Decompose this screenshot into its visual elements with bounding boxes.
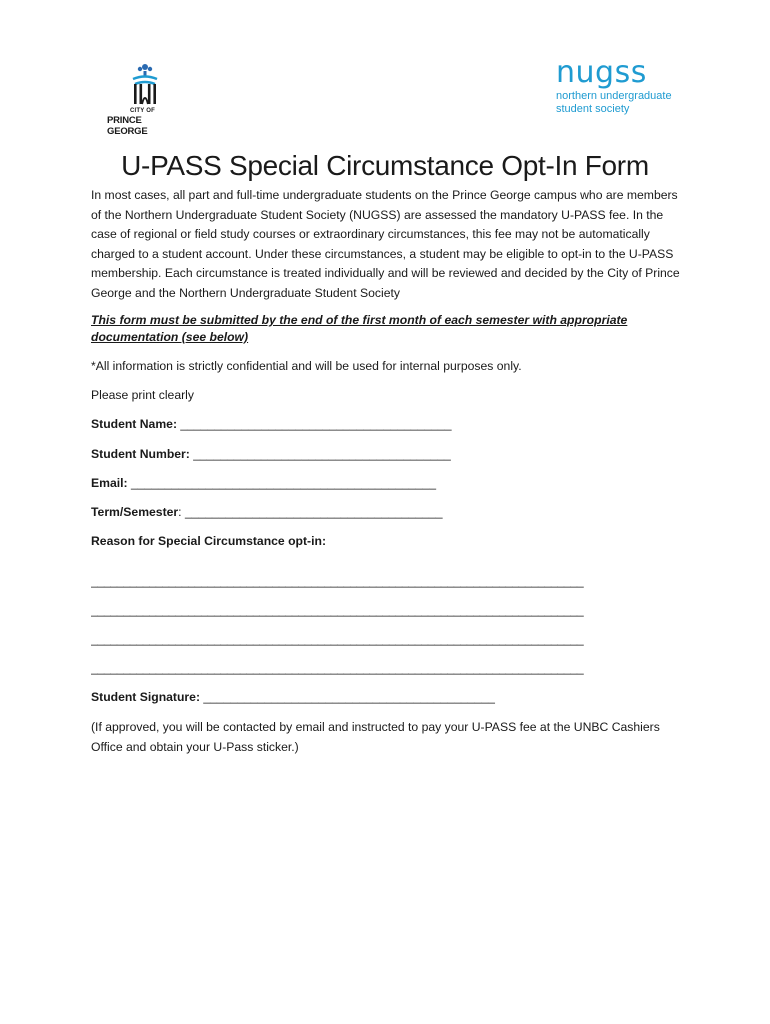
student-number-field[interactable]: [91, 445, 686, 465]
intro-paragraph: In most cases, all part and full-time undergraduate students on the Prince George campus who are members of the Northern Undergraduate Student Society (NUGSS) are assessed the mandatory U-PASS fee. In the case of regional or field study courses or extraordinary circumstances, this fee may not be automatically charged to a student account. Under these circumstances, a student may be eligible to opt-in to the U-PASS membership. Each circumstance is treated individually and will be reviewed and decided by the City of Prince George and the Northern Undergraduate Student Society: [91, 188, 680, 300]
email-label: Email:: [91, 475, 128, 490]
student-name-field[interactable]: [91, 415, 686, 435]
term-semester-field[interactable]: [91, 503, 686, 523]
print-clearly-note: Please print clearly: [91, 388, 194, 403]
confidentiality-note: *All information is strictly confidential and will be used for internal purposes only.: [91, 358, 522, 373]
city-logo-line2: PRINCE GEORGE: [107, 115, 148, 137]
email-blank[interactable]: _____________________________________________: [127, 475, 436, 490]
term-semester-colon: :: [178, 504, 182, 519]
student-name-blank[interactable]: ________________________________________: [177, 417, 452, 432]
student-number-blank[interactable]: ______________________________________: [189, 446, 451, 461]
city-logo-line1: CITY OF: [130, 108, 155, 114]
term-semester-label: Term/Semester: [91, 504, 179, 519]
reason-line[interactable]: ____________________________________________________________________________: [91, 632, 584, 647]
reason-label: Reason for Special Circumstance opt-in:: [91, 534, 326, 549]
email-field[interactable]: [91, 474, 686, 494]
reason-line[interactable]: ____________________________________________________________________________: [91, 602, 584, 617]
student-signature-blank[interactable]: ___________________________________________: [200, 690, 495, 705]
city-emblem-icon: [130, 62, 160, 106]
page-title: U-PASS Special Circumstance Opt-In Form: [121, 150, 649, 181]
student-signature-field[interactable]: [91, 688, 686, 708]
reason-line[interactable]: ____________________________________________________________________________: [91, 661, 584, 676]
form-body: [91, 186, 686, 757]
city-of-prince-george-logo: [104, 62, 184, 137]
term-semester-blank[interactable]: ______________________________________: [181, 504, 443, 519]
student-signature-label: Student Signature:: [91, 690, 201, 705]
nugss-logo-word: nugss: [556, 55, 647, 90]
nugss-logo: [556, 56, 696, 116]
student-name-label: Student Name:: [91, 417, 177, 432]
approval-instructions: (If approved, you will be contacted by email and instructed to pay your U-PASS fee at the UNBC Cashiers Office and obtain your U-Pass sticker.): [91, 720, 660, 754]
nugss-logo-line2: student society: [556, 103, 630, 115]
submission-deadline-notice: This form must be submitted by the end of the first month of each semester with appropriate documentation (see below): [91, 312, 628, 345]
reason-line[interactable]: ____________________________________________________________________________: [91, 573, 584, 588]
nugss-logo-line1: northern undergraduate: [556, 90, 672, 102]
student-number-label: Student Number:: [91, 446, 190, 461]
